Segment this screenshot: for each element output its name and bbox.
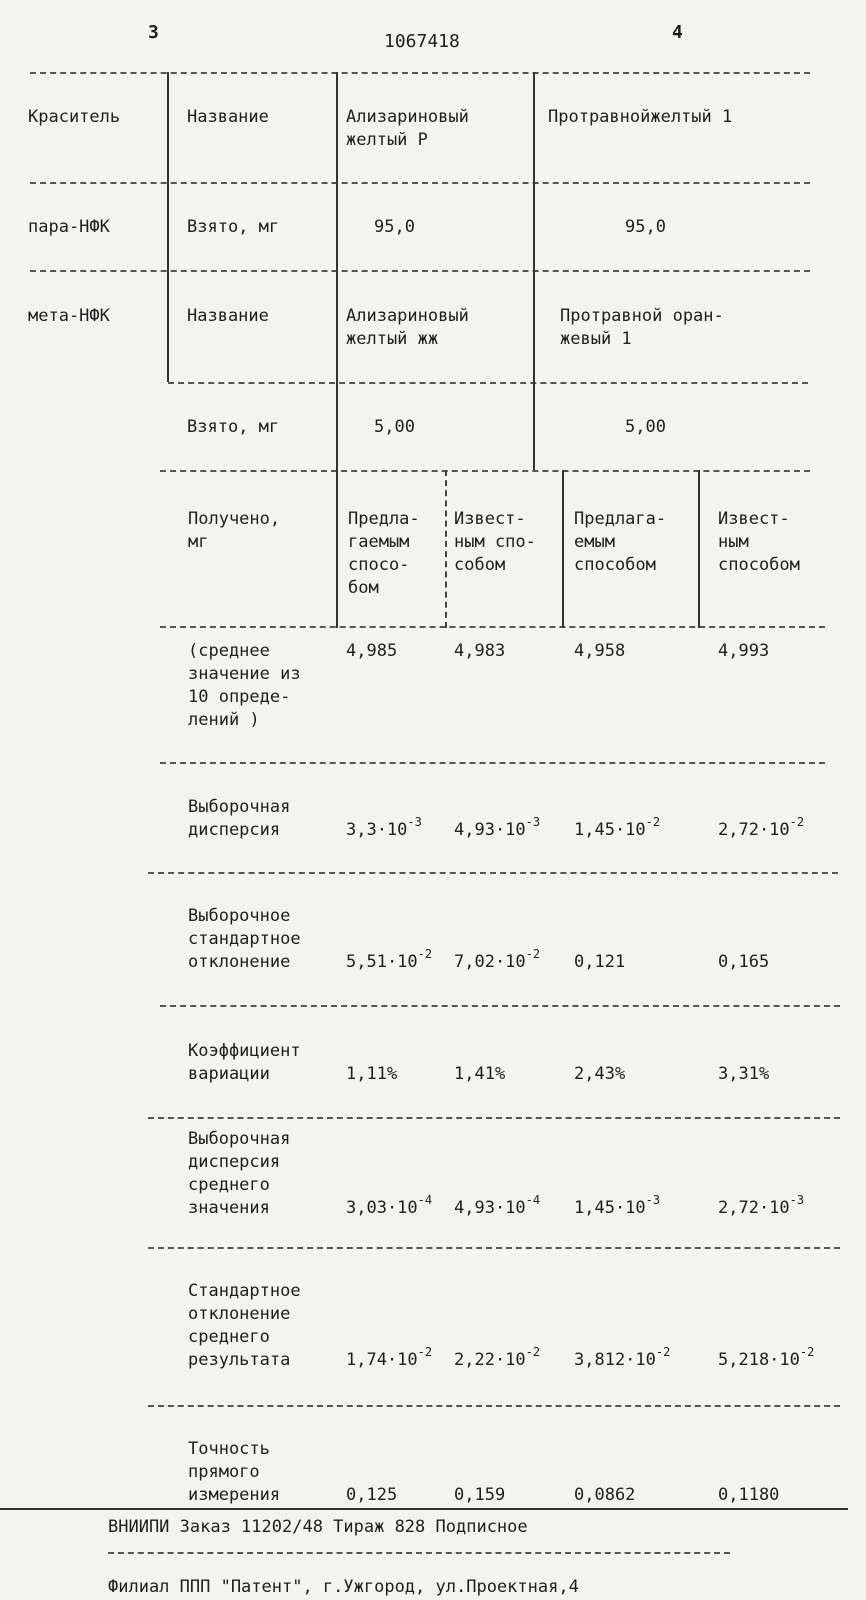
row-6-value-col-1: $1,74\cdot 10^{-2}$	[346, 1345, 433, 1370]
row-4-value-col-1: 1,11%	[346, 1064, 398, 1084]
method-header-4-l1: Извест-	[718, 509, 790, 529]
row-5-label-line-1: Выборочная	[188, 1129, 291, 1149]
row-3-label-line-3: отклонение	[188, 952, 291, 972]
para-taken-1: 95,0	[374, 217, 415, 237]
row-5-label-line-2: дисперсия	[188, 1152, 281, 1172]
meta-dye-name-2-line2: жевый 1	[560, 329, 632, 349]
row-1-value-col-1: 4,985	[346, 641, 398, 661]
row-7-value-col-2: 0,159	[454, 1485, 506, 1505]
row-6-label-line-2: отклонение	[188, 1304, 291, 1324]
row-1-label-line-3: 10 опреде-	[188, 687, 291, 707]
name-label-para: Название	[187, 107, 269, 127]
name-label-meta: Название	[187, 306, 269, 326]
row-7-label-line-3: измерения	[188, 1485, 281, 1505]
row-2-value-col-1: $3,3\cdot 10^{-3}$	[346, 815, 422, 840]
footer-line-1: ВНИИПИ Заказ 11202/48 Тираж 828 Подписное	[108, 1517, 528, 1537]
row-5-value-col-3: $1,45\cdot 10^{-3}$	[574, 1193, 661, 1218]
footer-rule-top	[0, 1508, 848, 1510]
row-2-value-col-3: $1,45\cdot 10^{-2}$	[574, 815, 661, 840]
taken-label-para: Взято, мг	[187, 217, 280, 237]
row-7-label-line-2: прямого	[188, 1462, 260, 1482]
method-header-2-l2: ным спо-	[454, 532, 536, 552]
page-number-right: 4	[672, 22, 683, 43]
row-2-value-col-2: $4,93\cdot 10^{-3}$	[454, 815, 541, 840]
row-1-label-line-4: лений )	[188, 710, 260, 730]
obtained-label-line2: мг	[188, 532, 209, 552]
row-6-label-line-1: Стандартное	[188, 1281, 301, 1301]
method-header-2-l1: Извест-	[454, 509, 526, 529]
row-5-value-col-4: $2,72\cdot 10^{-3}$	[718, 1193, 805, 1218]
method-header-3-l1: Предлага-	[574, 509, 667, 529]
row-2-label-line-2: дисперсия	[188, 820, 281, 840]
row-6-value-col-2: $2,22\cdot 10^{-2}$	[454, 1345, 541, 1370]
para-dye-name-1-line2: желтый Р	[346, 130, 428, 150]
method-header-1-l2: гаемым	[348, 532, 410, 552]
row-5-value-col-2: $4,93\cdot 10^{-4}$	[454, 1193, 541, 1218]
dye-label: Краситель	[28, 107, 121, 127]
row-7-value-col-4: 0,1180	[718, 1485, 780, 1505]
row-3-value-col-1: $5,51\cdot 10^{-2}$	[346, 947, 433, 972]
row-5-value-col-1: $3,03\cdot 10^{-4}$	[346, 1193, 433, 1218]
method-header-1-l1: Предла-	[348, 509, 420, 529]
row-6-label-line-4: результата	[188, 1350, 291, 1370]
footer-rule-middle	[108, 1552, 730, 1554]
row-1-value-col-4: 4,993	[718, 641, 770, 661]
method-header-1-l3: спосо-	[348, 555, 410, 575]
meta-dye-name-2-line1: Протравной оран-	[560, 306, 724, 326]
obtained-label-line1: Получено,	[188, 509, 281, 529]
row-6-value-col-3: $3,812\cdot 10^{-2}$	[574, 1345, 671, 1370]
method-header-3-l3: способом	[574, 555, 656, 575]
row-7-value-col-1: 0,125	[346, 1485, 398, 1505]
patent-number: 1067418	[384, 31, 460, 52]
row-3-value-col-4: 0,165	[718, 952, 770, 972]
footer-line-2: Филиал ППП "Патент", г.Ужгород, ул.Проектная,4	[108, 1577, 579, 1597]
method-header-1-l4: бом	[348, 578, 379, 598]
row-4-value-col-2: 1,41%	[454, 1064, 506, 1084]
meta-dye-name-1-line1: Ализариновый	[346, 306, 469, 326]
row-4-value-col-3: 2,43%	[574, 1064, 626, 1084]
method-header-4-l3: способом	[718, 555, 800, 575]
row-3-label-line-2: стандартное	[188, 929, 301, 949]
meta-dye-name-1-line2: желтый жж	[346, 329, 439, 349]
row-3-label-line-1: Выборочное	[188, 906, 291, 926]
method-header-2-l3: собом	[454, 555, 506, 575]
row-6-label-line-3: среднего	[188, 1327, 270, 1347]
row-3-value-col-2: $7,02\cdot 10^{-2}$	[454, 947, 541, 972]
row-1-value-col-2: 4,983	[454, 641, 506, 661]
page-number-left: 3	[148, 22, 159, 43]
para-dye-name-2: Протравнойжелтый 1	[548, 107, 733, 127]
para-taken-2: 95,0	[625, 217, 666, 237]
meta-taken-1: 5,00	[374, 417, 415, 437]
row-7-label-line-1: Точность	[188, 1439, 270, 1459]
row-4-value-col-4: 3,31%	[718, 1064, 770, 1084]
para-label: пара-НФК	[28, 217, 110, 237]
row-6-value-col-4: $5,218\cdot 10^{-2}$	[718, 1345, 815, 1370]
row-4-label-line-2: вариации	[188, 1064, 270, 1084]
row-5-label-line-3: среднего	[188, 1175, 270, 1195]
meta-taken-2: 5,00	[625, 417, 666, 437]
row-1-value-col-3: 4,958	[574, 641, 626, 661]
row-2-value-col-4: $2,72\cdot 10^{-2}$	[718, 815, 805, 840]
row-1-label-line-2: значение из	[188, 664, 301, 684]
row-7-value-col-3: 0,0862	[574, 1485, 636, 1505]
taken-label-meta: Взято, мг	[187, 417, 280, 437]
row-5-label-line-4: значения	[188, 1198, 270, 1218]
row-2-label-line-1: Выборочная	[188, 797, 291, 817]
method-header-3-l2: емым	[574, 532, 615, 552]
row-3-value-col-3: 0,121	[574, 952, 626, 972]
para-dye-name-1-line1: Ализариновый	[346, 107, 469, 127]
row-4-label-line-1: Коэффициент	[188, 1041, 301, 1061]
method-header-4-l2: ным	[718, 532, 749, 552]
row-1-label-line-1: (среднее	[188, 641, 270, 661]
meta-label: мета-НФК	[28, 306, 110, 326]
